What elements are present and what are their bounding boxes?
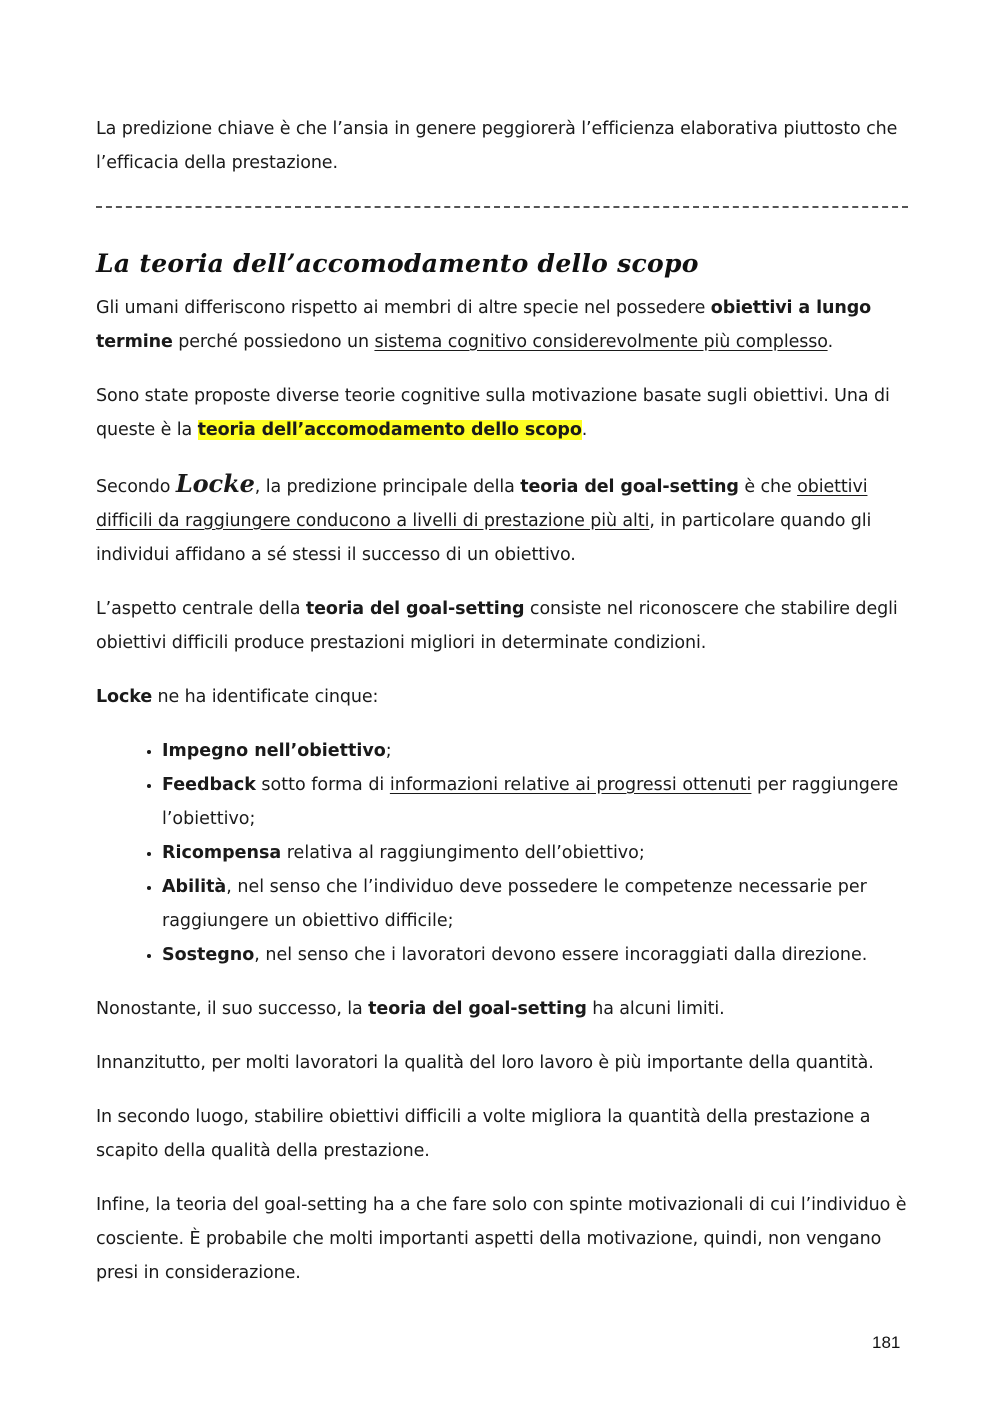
paragraph-five-conditions bbox=[96, 680, 908, 714]
dashed-divider bbox=[96, 206, 908, 209]
section-heading: La teoria dell’accomodamento dello scopo bbox=[96, 249, 699, 278]
text-run: per raggiungere l’obiettivo; bbox=[162, 775, 899, 829]
list-item bbox=[162, 768, 908, 836]
bold-term: Abilità bbox=[162, 877, 227, 897]
text-run: ne ha identificate cinque: bbox=[152, 687, 379, 707]
page-number: 181 bbox=[872, 1333, 901, 1352]
list-item bbox=[162, 870, 908, 938]
text-run: . bbox=[827, 332, 834, 352]
list-item bbox=[162, 734, 908, 768]
bold-term: Feedback bbox=[162, 775, 256, 795]
text-run: Sono state proposte diverse teorie cognitive sulla motivazione basate sugli obiettivi. Una di queste è la bbox=[96, 386, 890, 440]
paragraph-locke-prediction bbox=[96, 467, 908, 572]
bold-term: teoria del goal-setting bbox=[305, 599, 525, 619]
paragraph-central-aspect bbox=[96, 592, 908, 660]
text-run: è che bbox=[738, 477, 798, 497]
paragraph-limits bbox=[96, 992, 908, 1026]
paragraph-cognitive-theories bbox=[96, 379, 908, 447]
paragraph-third-limit: Infine, la teoria del goal-setting ha a che fare solo con spinte motivazionali di cui l’individuo è cosciente. È probabile che molti importanti aspetti della motivazione, quindi, non vengano presi in considerazione. bbox=[96, 1195, 907, 1283]
bold-term: Ricompensa bbox=[162, 843, 282, 863]
document-page bbox=[96, 112, 908, 1310]
text-run: ha alcuni limiti. bbox=[586, 999, 725, 1019]
text-run: L’aspetto centrale della bbox=[96, 599, 306, 619]
list-item bbox=[162, 836, 908, 870]
bold-term: Locke bbox=[96, 687, 153, 707]
text-run: ; bbox=[385, 741, 392, 761]
bold-term: teoria del goal-setting bbox=[368, 999, 587, 1019]
conditions-list bbox=[96, 734, 908, 972]
bold-term: obiettivi a lungo termine bbox=[96, 298, 872, 352]
text-run: perché possiedono un bbox=[172, 332, 375, 352]
text-run: , nel senso che l’individuo deve possedere le competenze necessarie per raggiungere un obiettivo difficile; bbox=[162, 877, 867, 931]
text-run: Secondo bbox=[96, 477, 176, 497]
paragraph-second-limit: In secondo luogo, stabilire obiettivi difficili a volte migliora la quantità della prestazione a scapito della qualità della prestazione. bbox=[96, 1107, 871, 1161]
paragraph-long-term-goals bbox=[96, 291, 908, 359]
text-run: . bbox=[581, 420, 588, 440]
text-run: consiste nel riconoscere che stabilire degli obiettivi difficili produce prestazioni migliori in determinate condizioni. bbox=[96, 599, 898, 653]
highlighted-term: teoria dell’accomodamento dello scopo bbox=[197, 420, 582, 440]
paragraph-first-limit: Innanzitutto, per molti lavoratori la qualità del loro lavoro è più importante della quantità. bbox=[96, 1053, 874, 1073]
intro-paragraph: La predizione chiave è che l’ansia in genere peggiorerà l’efficienza elaborativa piuttosto che l’efficacia della prestazione. bbox=[96, 119, 898, 173]
bold-term: Impegno nell’obiettivo bbox=[162, 741, 386, 761]
underlined-phrase: obiettivi difficili da raggiungere conducono a livelli di prestazione più alti bbox=[96, 477, 868, 531]
bold-term: teoria del goal-setting bbox=[520, 477, 739, 497]
text-run: , nel senso che i lavoratori devono essere incoraggiati dalla direzione. bbox=[254, 945, 868, 965]
underlined-phrase: sistema cognitivo considerevolmente più complesso bbox=[374, 332, 828, 352]
text-run: , la predizione principale della bbox=[254, 477, 521, 497]
text-run: , in particolare quando gli individui affidano a sé stessi il successo di un obiettivo. bbox=[96, 511, 872, 565]
list-item bbox=[162, 938, 908, 972]
author-name-script: Locke bbox=[175, 469, 255, 498]
bold-term: Sostegno bbox=[162, 945, 255, 965]
underlined-phrase: informazioni relative ai progressi ottenuti bbox=[389, 775, 752, 795]
text-run: relativa al raggiungimento dell’obiettivo; bbox=[281, 843, 645, 863]
text-run: Gli umani differiscono rispetto ai membri di altre specie nel possedere bbox=[96, 298, 711, 318]
text-run: sotto forma di bbox=[255, 775, 390, 795]
text-run: Nonostante, il suo successo, la bbox=[96, 999, 369, 1019]
